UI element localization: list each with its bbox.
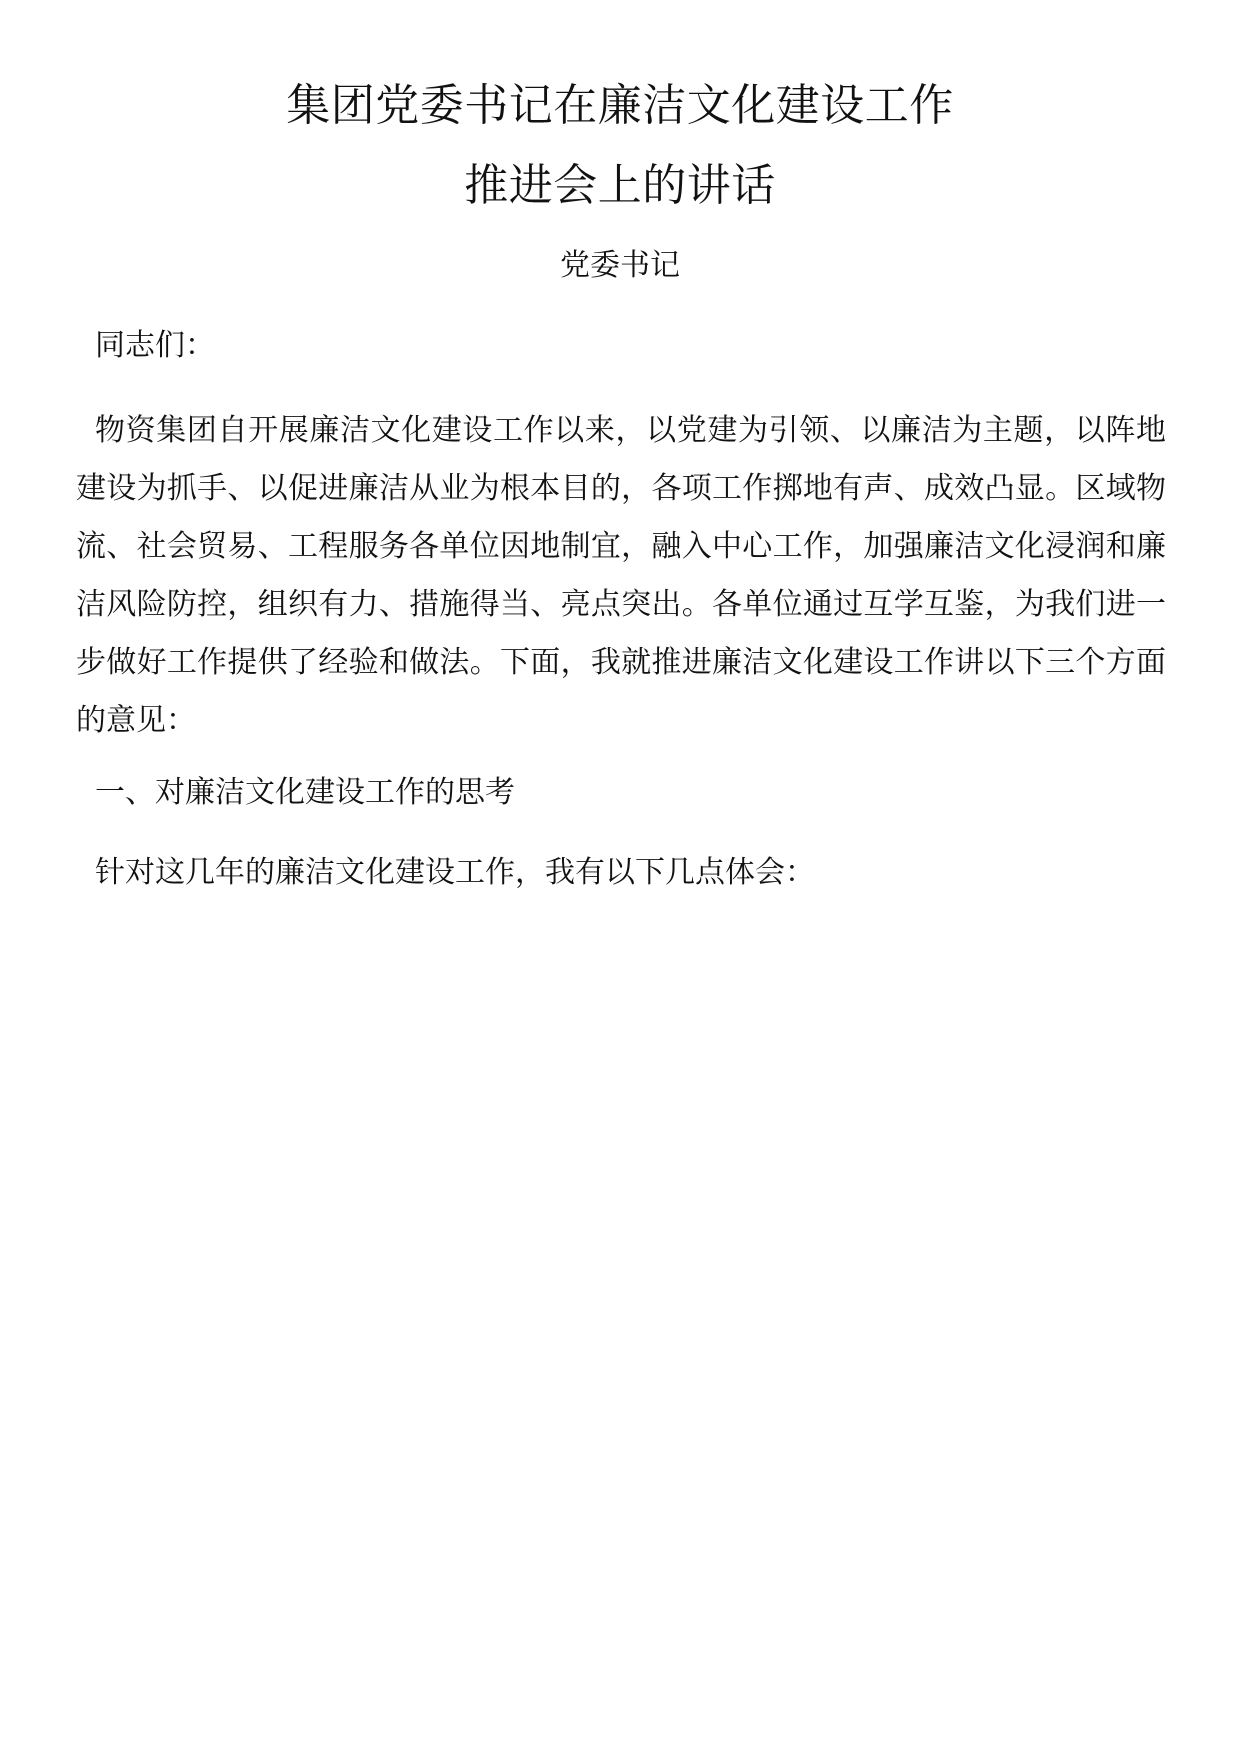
body-paragraph-2: 针对这几年的廉洁文化建设工作，我有以下几点体会： (95, 855, 815, 890)
document-title-line-1: 集团党委书记在廉洁文化建设工作 (286, 80, 954, 131)
document-author: 党委书记 (560, 248, 680, 283)
section-heading-1: 一、对廉洁文化建设工作的思考 (95, 775, 515, 810)
document-title-line-2: 推进会上的讲话 (464, 160, 776, 211)
greeting: 同志们： (95, 328, 215, 363)
body-paragraph-1: 物资集团自开展廉洁文化建设工作以来，以党建为引领、以廉洁为主题，以阵地建设为抓手、以促进廉洁从业为根本目的，各项工作掷地有声、成效凸显。区域物流、社会贸易、工程服务各单位因地制宜，融入中心工作，加强廉洁文化浸润和廉洁风险防控，组织有力、措施得当、亮点突出。各单位通过互学互鉴，为我们进一步做好工作提供了经验和做法。下面，我就推进廉洁文化建设工作讲以下三个方面的意见： (76, 413, 1166, 738)
